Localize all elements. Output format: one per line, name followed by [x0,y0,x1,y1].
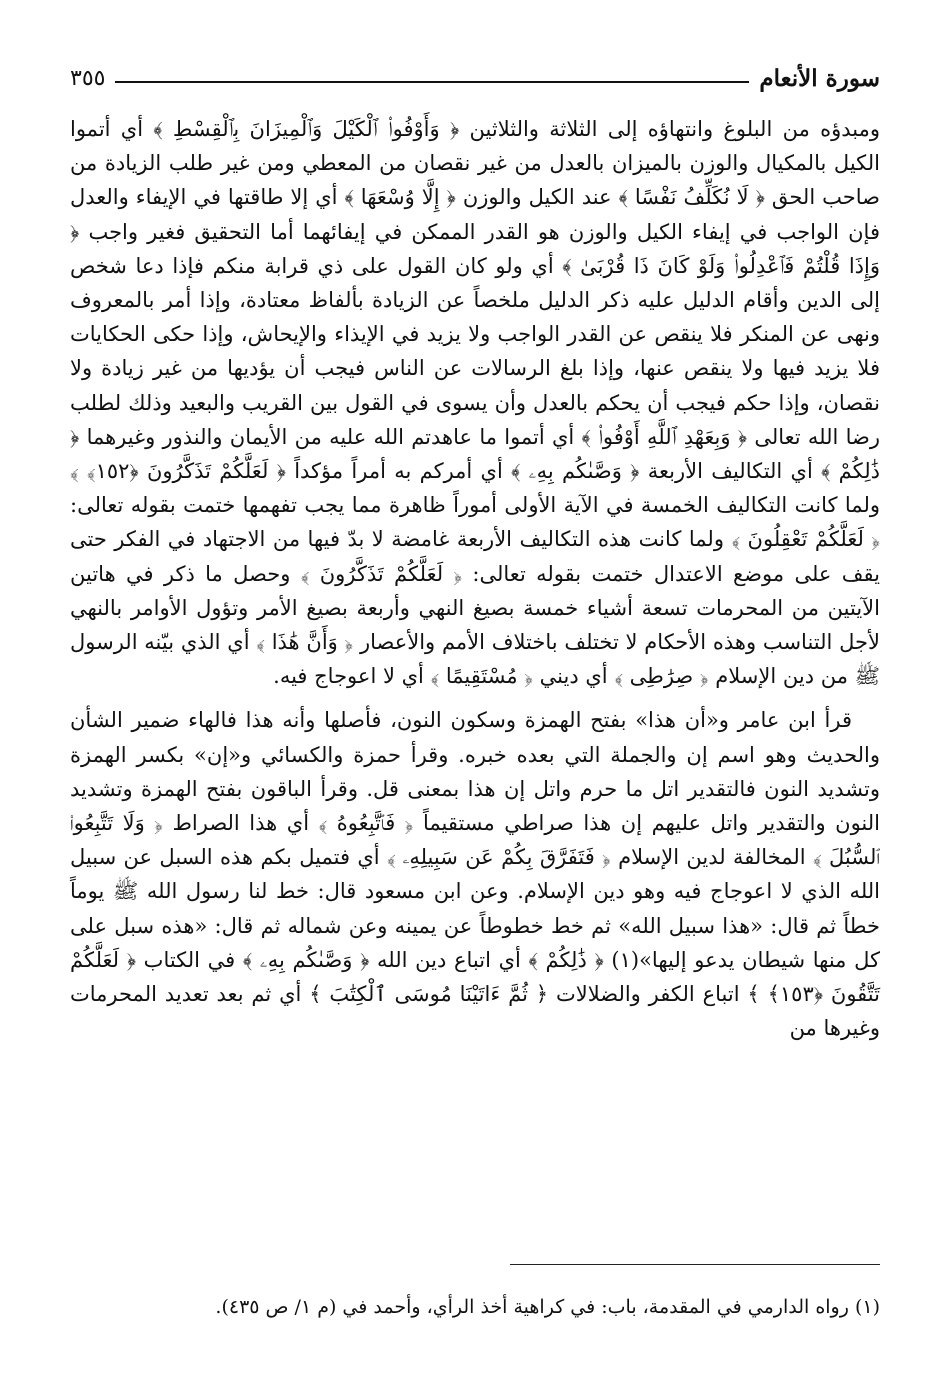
body-text [70,112,880,1045]
page-number: ٣٥٥ [70,65,106,91]
book-page [70,58,880,1358]
paragraph-commentary: ومبدؤه من البلوغ وانتهاؤه إلى الثلاثة والثلاثين ﴿ وَأَوْفُوا۟ ٱلْكَيْلَ وَٱلْمِيزَانَ بِٱلْقِسْطِ ﴾ أي أتموا الكيل بالمكيال والوزن بالميزان بالعدل من غير نقصان من المعطي ومن غير طلب الزيادة من صاحب الحق ﴿ لَا نُكَلِّفُ نَفْسًا ﴾ عند الكيل والوزن ﴿ إِلَّا وُسْعَهَا ﴾ أي إلا طاقتها في الإيفاء والعدل فإن الواجب في إيفاء الكيل والوزن هو القدر الممكن في إيفائهما أما التحقيق فغير واجب ﴿ وَإِذَا قُلْتُمْ فَٱعْدِلُوا۟ وَلَوْ كَانَ ذَا قُرْبَىٰ ﴾ أي ولو كان القول على ذي قرابة منكم فإذا دعا شخص إلى الدين وأقام الدليل عليه ذكر الدليل ملخصاً عن الزيادة بألفاظ معتادة، وإذا أمر بالمعروف ونهى عن المنكر فلا ينقص عن القدر الواجب ولا يزيد في الإيذاء والإيحاش، وإذا حكى الحكايات فلا يزيد فيها ولا ينقص عنها، وإذا بلغ الرسالات عن الناس فيجب أن يؤديها من غير زيادة ولا نقصان، وإذا حكم فيجب أن يحكم بالعدل وأن يسوى في القول بين القريب والبعيد وذلك لطلب رضا الله تعالى ﴿ وَبِعَهْدِ ٱللَّهِ أَوْفُوا۟ ﴾ أي أتموا ما عاهدتم الله عليه من الأيمان والنذور وغيرهما ﴿ ذَٰلِكُمْ ﴾ أي التكاليف الأربعة ﴿ وَصَّىٰكُم بِهِۦ ﴾ أي أمركم به أمراً مؤكداً ﴿ لَعَلَّكُمْ تَذَكَّرُونَ ﴿١٥٢﴾ ﴾ ولما كانت التكاليف الخمسة في الآية الأولى أموراً ظاهرة مما يجب تفهمها ختمت بقوله تعالى: ﴿ لَعَلَّكُمْ تَعْقِلُونَ ﴾ ولما كانت هذه التكاليف الأربعة غامضة لا بدّ فيها من الاجتهاد في الفكر حتى يقف على موضع الاعتدال ختمت بقوله تعالى: ﴿ لَعَلَّكُمْ تَذَكَّرُونَ ﴾ وحصل ما ذكر في هاتين الآيتين من المحرمات تسعة أشياء خمسة بصيغ النهي وأربعة بصيغ الأمر وتؤول الأوامر بالنهي لأجل التناسب وهذه الأحكام لا تختلف باختلاف الأمم والأعصار ﴿ وَأَنَّ هَٰذَا ﴾ أي الذي بيّنه الرسول ﷺ من دين الإسلام ﴿ صِرَٰطِى ﴾ أي ديني ﴿ مُسْتَقِيمًا ﴾ أي لا اعوجاج فيه. [70,117,881,689]
running-header [70,58,880,98]
footnote: (١) رواه الدارمي في المقدمة، باب: في كراهية أخذ الرأي، وأحمد في (م ١/ ص ٤٣٥). [215,1296,880,1318]
surah-title: سورة الأنعام [759,64,880,92]
header-rule [115,81,749,83]
paragraph-readings: قرأ ابن عامر و«أن هذا» بفتح الهمزة وسكون النون، فأصلها وأنه هذا فالهاء ضمير الشأن والحديث وهو اسم إن والجملة التي بعده خبره. وقرأ حمزة والكسائي و«إن» بكسر الهمزة وتشديد النون فالتقدير اتل ما حرم واتل إن هذا بمعنى قل. وقرأ الباقون بفتح الهمزة وتشديد النون والتقدير واتل عليهم إن هذا صراطي مستقيماً ﴿ فَٱتَّبِعُوهُ ﴾ أي هذا الصراط ﴿ وَلَا تَتَّبِعُوا۟ ٱلسُّبُلَ ﴾ المخالفة لدين الإسلام ﴿ فَتَفَرَّقَ بِكُمْ عَن سَبِيلِهِۦ ﴾ أي فتميل بكم هذه السبل عن سبيل الله الذي لا اعوجاج فيه وهو دين الإسلام. وعن ابن مسعود قال: خط لنا رسول الله ﷺ يوماً خطاً ثم قال: «هذا سبيل الله» ثم خط خطوطاً عن يمينه وعن شماله ثم قال: «هذه سبل على كل منها شيطان يدعو إليها»(١) ﴿ ذَٰلِكُمْ ﴾ أي اتباع دين الله ﴿ وَصَّىٰكُم بِهِۦ ﴾ في الكتاب ﴿ لَعَلَّكُمْ تَتَّقُونَ ﴿١٥٣﴾ ﴾ اتباع الكفر والضلالات ﴿ ثُمَّ ءَاتَيْنَا مُوسَى ٱلْكِتَٰبَ ﴾ أي ثم بعد تعديد المحرمات وغيرها من [70,708,880,1041]
footnote-rule [510,1264,880,1265]
